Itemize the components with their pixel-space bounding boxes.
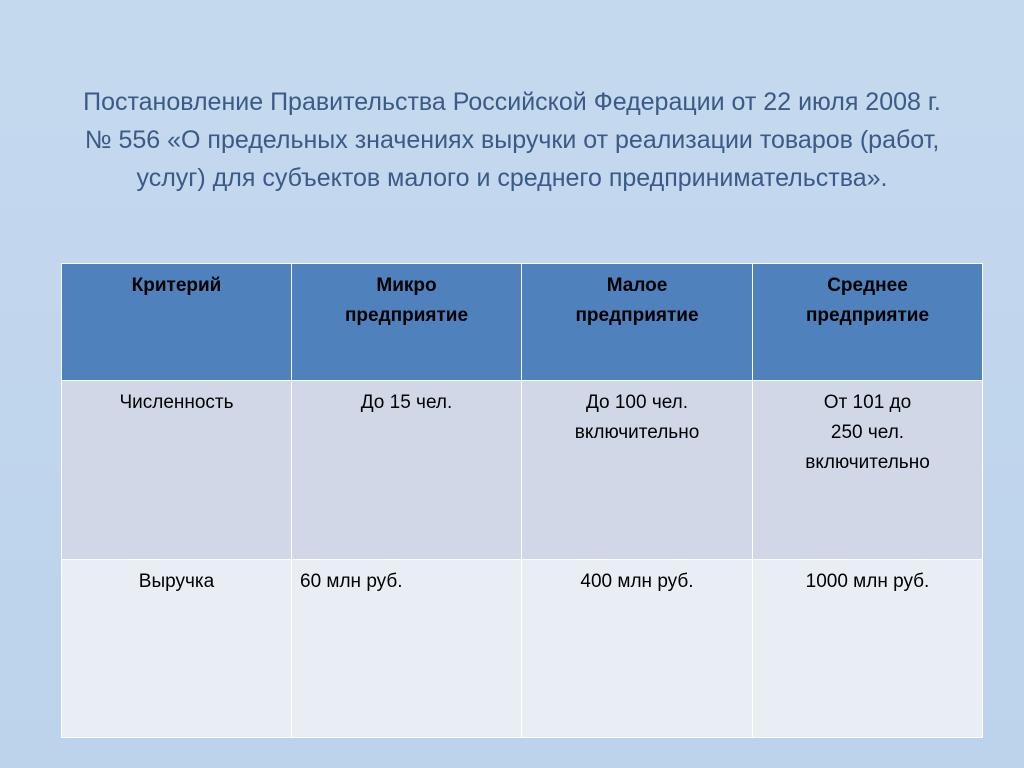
cell-value: 400 млн руб. <box>580 571 694 592</box>
table-header-row <box>62 264 983 381</box>
header-micro-line2: предприятие <box>344 305 469 326</box>
header-medium <box>753 264 983 381</box>
header-small <box>522 264 753 381</box>
criteria-table <box>61 263 983 738</box>
cell-micro-revenue <box>292 560 522 738</box>
header-small-line1: Малое <box>606 275 668 296</box>
cell-medium-headcount <box>753 381 983 560</box>
header-medium-line2: предприятие <box>805 305 930 326</box>
header-micro-line1: Микро <box>376 275 437 296</box>
cell-value: 60 млн руб. <box>300 571 403 592</box>
cell-small-headcount <box>522 381 753 560</box>
cell-criterion-headcount <box>62 381 292 560</box>
header-criterion-label: Критерий <box>131 275 222 296</box>
cell-value-line2: 250 чел. <box>830 422 905 443</box>
header-medium-line1: Среднее <box>827 275 908 296</box>
header-criterion <box>62 264 292 381</box>
cell-medium-revenue <box>753 560 983 738</box>
table-row <box>62 560 983 738</box>
cell-small-revenue <box>522 560 753 738</box>
cell-value-line2: включительно <box>574 422 700 443</box>
header-micro <box>292 264 522 381</box>
slide-title <box>40 83 984 197</box>
cell-value-line1: До 100 чел. <box>585 392 689 413</box>
criterion-label: Численность <box>119 392 234 413</box>
title-line-3: услуг) для субъектов малого и среднего предпринимательства». <box>136 164 888 192</box>
header-small-line2: предприятие <box>575 305 699 326</box>
cell-value-line3: включительно <box>805 452 930 473</box>
criterion-label: Выручка <box>138 571 215 592</box>
table-row <box>62 381 983 560</box>
cell-value: До 15 чел. <box>360 392 453 413</box>
cell-micro-headcount <box>292 381 522 560</box>
title-line-2: № 556 «О предельных значениях выручки от реализации товаров (работ, <box>84 126 940 154</box>
cell-criterion-revenue <box>62 560 292 738</box>
title-line-1: Постановление Правительства Российской Федерации от 22 июля 2008 г. <box>83 88 941 116</box>
cell-value: 1000 млн руб. <box>805 571 930 592</box>
cell-value-line1: От 101 до <box>823 392 912 413</box>
